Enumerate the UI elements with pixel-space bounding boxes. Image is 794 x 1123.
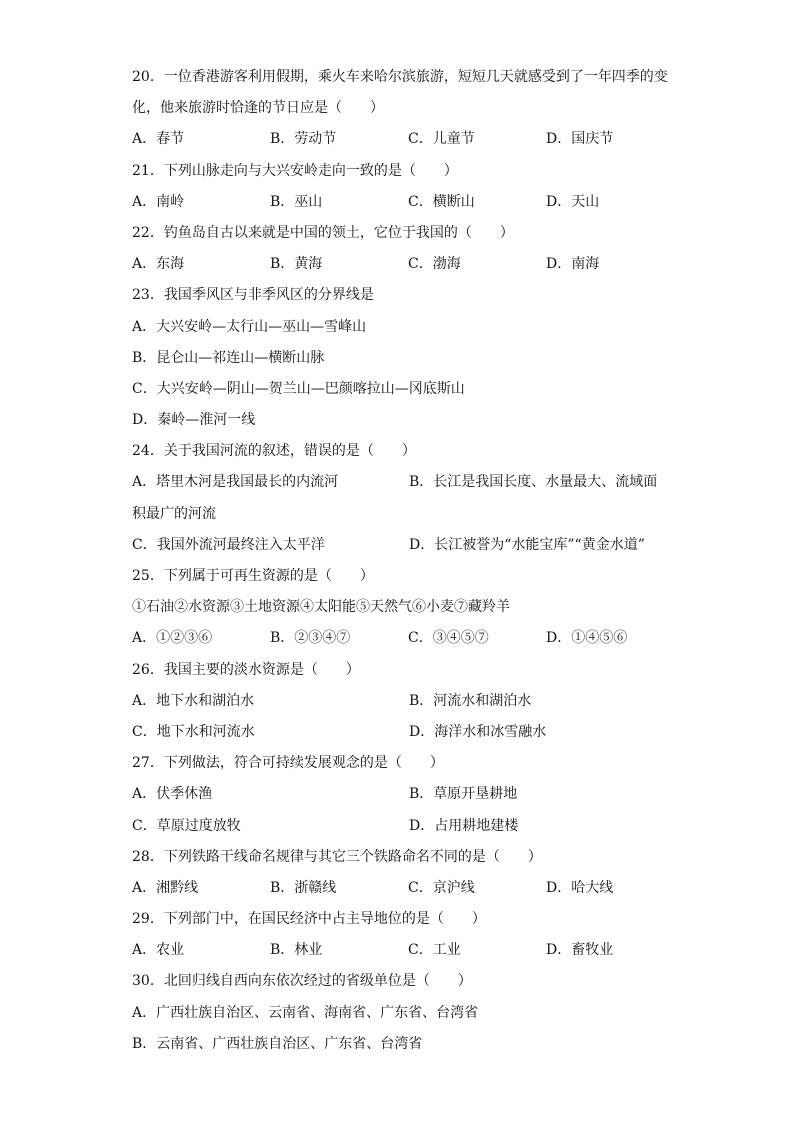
option-d: D．长江被誉为“水能宝库”“黄金水道” bbox=[409, 536, 645, 553]
option-c: C．草原过度放牧 bbox=[132, 817, 241, 834]
question-26-options-ab bbox=[132, 686, 692, 717]
option-d: D．国庆节 bbox=[546, 131, 614, 148]
option-a: A．地下水和湖泊水 bbox=[132, 692, 255, 709]
question-23-stem: 23．我国季风区与非季风区的分界线是 bbox=[132, 287, 374, 304]
question-25-stem: 25．下列属于可再生资源的是（ ） bbox=[132, 568, 374, 584]
question-27-options-ab bbox=[132, 779, 692, 810]
option-a: A．①②③⑥ bbox=[132, 630, 213, 647]
question-29-options bbox=[132, 935, 692, 966]
question-22-stem: 22．钓鱼岛自古以来就是中国的领土，它位于我国的（ ） bbox=[132, 224, 514, 241]
question-27-stem: 27．下列做法，符合可持续发展观念的是（ ） bbox=[132, 755, 444, 772]
option-a: A．广西壮族自治区、云南省、海南省、广东省、台湾省 bbox=[132, 1004, 479, 1021]
option-b: B．黄海 bbox=[270, 256, 323, 273]
question-28-options bbox=[132, 873, 692, 904]
option-a: A．东海 bbox=[132, 256, 185, 273]
question-24-options-ab bbox=[132, 467, 692, 498]
option-c: C．工业 bbox=[408, 942, 461, 959]
option-c: C．儿童节 bbox=[408, 131, 475, 148]
option-b: B．浙赣线 bbox=[270, 879, 337, 896]
option-c: C．③④⑤⑦ bbox=[408, 630, 489, 647]
option-b: B．巫山 bbox=[270, 193, 323, 210]
option-d: D．天山 bbox=[546, 193, 600, 210]
question-29-stem: 29．下列部门中，在国民经济中占主导地位的是（ ） bbox=[132, 911, 486, 928]
option-b: B．河流水和湖泊水 bbox=[409, 692, 532, 709]
question-20-stem-cont: 化，他来旅游时恰逢的节日应是（ ） bbox=[132, 100, 384, 117]
option-d: D．海洋水和冰雪融水 bbox=[409, 723, 547, 740]
question-26-options-cd bbox=[132, 717, 692, 748]
question-24-options-cd bbox=[132, 530, 692, 561]
option-b: B．草原开垦耕地 bbox=[409, 786, 518, 803]
option-c: C．我国外流河最终注入太平洋 bbox=[132, 536, 325, 553]
question-27-options-cd bbox=[132, 811, 692, 842]
option-c: C．大兴安岭—阴山—贺兰山—巴颜喀拉山—冈底斯山 bbox=[132, 380, 465, 397]
option-b: B．劳动节 bbox=[270, 131, 337, 148]
option-d: D．占用耕地建楼 bbox=[409, 817, 519, 834]
option-d: D．秦岭—淮河一线 bbox=[132, 412, 256, 429]
option-b-continuation: 积最广的河流 bbox=[132, 505, 216, 522]
option-a: A．塔里木河是我国最长的内流河 bbox=[132, 474, 339, 491]
exam-page bbox=[132, 62, 692, 1060]
option-c: C．地下水和河流水 bbox=[132, 723, 255, 740]
option-c: C．横断山 bbox=[408, 193, 475, 210]
option-c: C．渤海 bbox=[408, 256, 461, 273]
option-b: B．林业 bbox=[270, 942, 323, 959]
question-28-stem: 28．下列铁路干线命名规律与其它三个铁路命名不同的是（ ） bbox=[132, 848, 542, 865]
question-21-options bbox=[132, 187, 692, 218]
option-a: A．大兴安岭—太行山—巫山—雪峰山 bbox=[132, 318, 367, 335]
option-d: D．哈大线 bbox=[546, 879, 614, 896]
question-25-options bbox=[132, 623, 692, 654]
option-b: B．昆仑山—祁连山—横断山脉 bbox=[132, 349, 325, 366]
option-a: A．湘黔线 bbox=[132, 879, 199, 896]
question-30-stem: 30．北回归线自西向东依次经过的省级单位是（ ） bbox=[132, 973, 472, 990]
question-21-stem: 21．下列山脉走向与大兴安岭走向一致的是（ ） bbox=[132, 162, 458, 179]
question-22-options bbox=[132, 249, 692, 280]
option-a: A．农业 bbox=[132, 942, 185, 959]
option-d: D．南海 bbox=[546, 256, 600, 273]
option-b: B．②③④⑦ bbox=[270, 630, 351, 647]
question-26-stem: 26．我国主要的淡水资源是（ ） bbox=[132, 661, 360, 678]
option-d: D．①④⑤⑥ bbox=[546, 630, 628, 647]
question-25-items: ①石油②水资源③土地资源④太阳能⑤天然气⑥小麦⑦藏羚羊 bbox=[132, 599, 510, 616]
option-a: A．南岭 bbox=[132, 193, 185, 210]
question-24-stem: 24．关于我国河流的叙述，错误的是（ ） bbox=[132, 443, 416, 460]
option-a: A．春节 bbox=[132, 131, 185, 148]
option-b: B．云南省、广西壮族自治区、广东省、台湾省 bbox=[132, 1035, 423, 1052]
option-a: A．伏季休渔 bbox=[132, 786, 213, 803]
option-d: D．畜牧业 bbox=[546, 942, 614, 959]
option-b: B．长江是我国长度、水量最大、流域面 bbox=[409, 474, 658, 491]
question-20-options bbox=[132, 124, 692, 155]
option-c: C．京沪线 bbox=[408, 879, 475, 896]
question-20-stem: 20．一位香港游客利用假期，乘火车来哈尔滨旅游，短短几天就感受到了一年四季的变 bbox=[132, 69, 668, 85]
